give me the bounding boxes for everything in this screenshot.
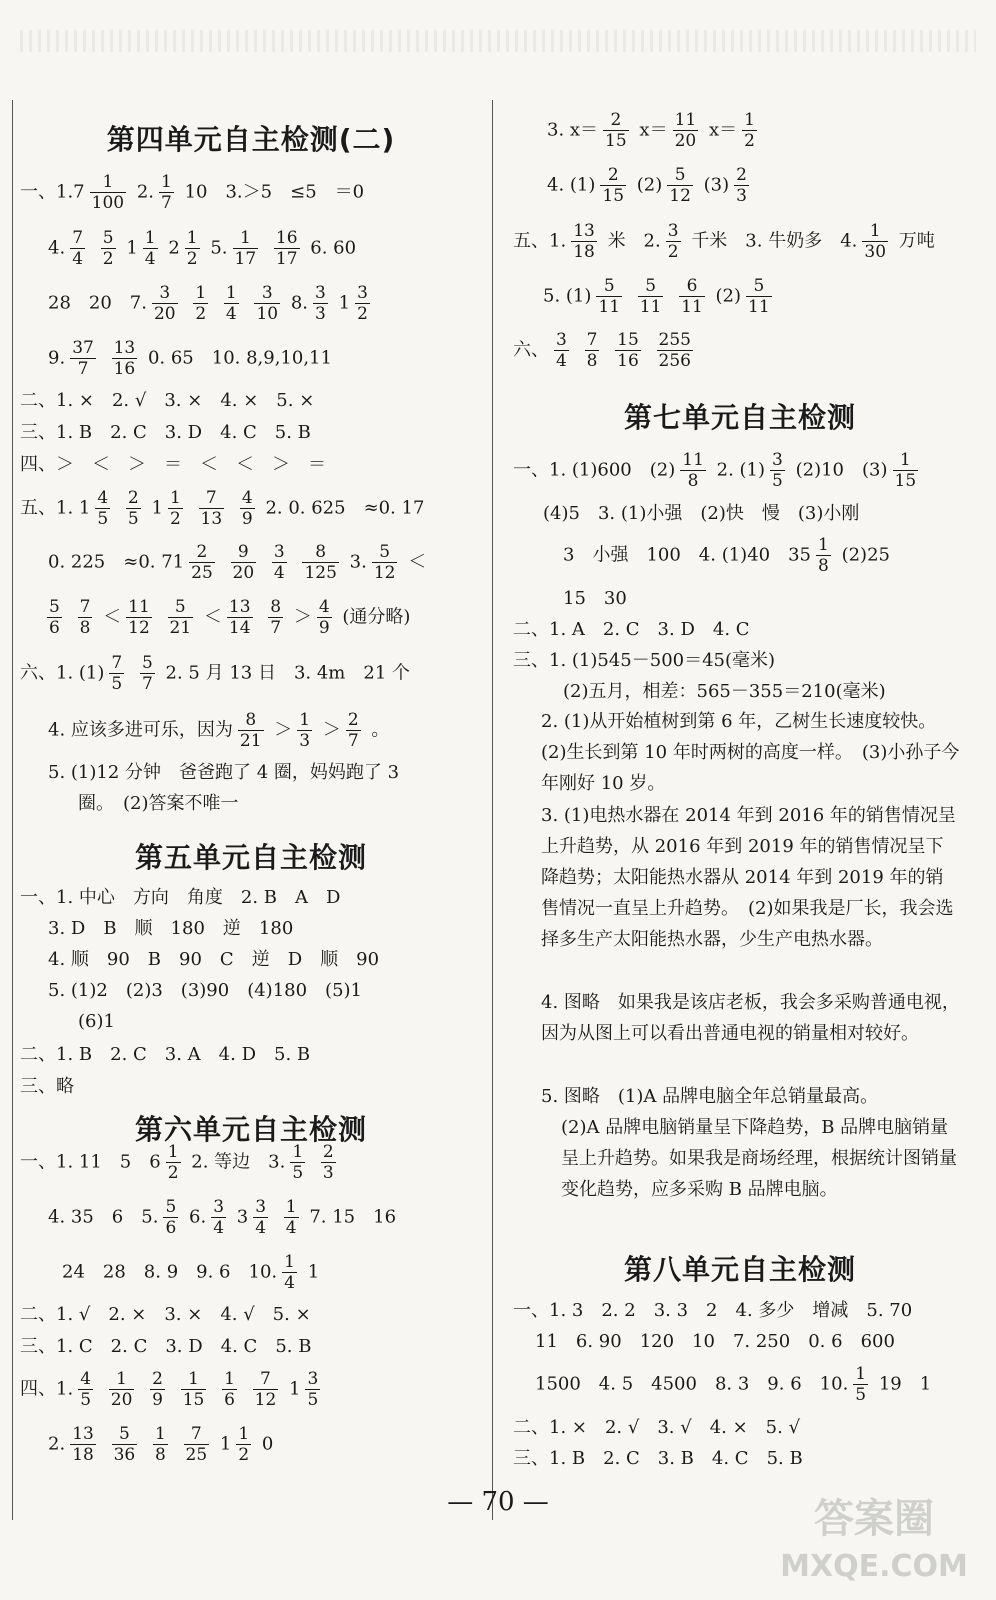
u4-line2: 4. $\frac{7}{4}$ $\frac{5}{2}$ 1 $\frac{1}{4}$ 2 $\frac{1}{2}$ 5. $\frac{1}{17}$ $\frac{16}{17}$ 6. 60 — [48, 228, 357, 269]
u7-line3: 3 小强 100 4. (1)40 35 $\frac{1}{8}$ (2)25 — [563, 535, 890, 576]
u4-line9: 0. 225 ≈0. 71 $\frac{2}{25}$ $\frac{9}{20}$ $\frac{3}{4}$ $\frac{8}{125}$ 3. $\frac{5}{12}$ ＜ — [48, 542, 427, 583]
u4-line5: 二、1. × 2. √ 3. × 4. × 5. × — [20, 390, 315, 411]
u8-line3: 1500 4. 5 4500 8. 3 9. 6 10. $\frac{1}{5}$ 19 1 — [535, 1364, 932, 1405]
u7-para2: 2. (1)从开始植树到第 6 年，乙树生长速度较快。(2)生长到第 10 年时两树的高度一样。 (3)小孙子今年刚好 10 岁。 — [541, 711, 960, 794]
u5-line1: 一、1. 中心 方向 角度 2. B A D — [20, 887, 341, 908]
u7-para3: 3. (1)电热水器在 2014 年到 2016 年的销售情况呈上升趋势，从 2016 年到 2019 年的销售情况呈下降趋势；太阳能热水器从 2014 年到 2019 年的销售情况一直呈上升趋势。 (2)如果我是厂长，我会选择多生产太阳能热水器，少生产电热水器。 — [541, 805, 956, 950]
scan-noise — [20, 30, 976, 52]
unit5-title: 第五单元自主检测 — [134, 841, 367, 874]
u7-line7: (2)五月，相差：565－355＝210(毫米) — [563, 681, 886, 702]
u4-line6: 三、1. B 2. C 3. D 4. C 5. B — [20, 422, 311, 443]
u8-line5: 三、1. B 2. C 3. B 4. C 5. B — [513, 1448, 803, 1469]
u7-para5b: (2)A 品牌电脑销量呈下降趋势，B 品牌电脑销量呈上升趋势。如果我是商场经理，根据统计图销量变化趋势，应多采购 B 品牌电脑。 — [561, 1117, 957, 1200]
page-number: — 70 — — [447, 1487, 549, 1517]
u7-line2: (4)5 3. (1)小强 (2)快 慢 (3)小刚 — [543, 503, 860, 524]
r-line4: 5. (1) $\frac{5}{11}$ $\frac{5}{11}$ $\frac{6}{11}$ (2) $\frac{5}{11}$ — [543, 276, 770, 317]
u6-line7: 2. $\frac{13}{18}$ $\frac{5}{36}$ $\frac{1}{8}$ $\frac{7}{25}$ 1 $\frac{1}{2}$ 0 — [48, 1424, 274, 1465]
unit7-title: 第七单元自主检测 — [623, 401, 856, 434]
u4-line3: 28 20 7. $\frac{3}{20}$ $\frac{1}{2}$ $\frac{1}{4}$ $\frac{3}{10}$ 8. $\frac{3}{3}$ 1 $\frac{3}{2}$ — [48, 283, 368, 324]
r-line5: 六、 $\frac{3}{4}$ $\frac{7}{8}$ $\frac{15}{16}$ $\frac{255}{256}$ — [513, 330, 691, 371]
u4-line10: $\frac{5}{6}$ $\frac{7}{8}$ ＜ $\frac{11}{12}$ $\frac{5}{21}$ ＜ $\frac{13}{14}$ $\frac{8}{7}$ ＞ $\frac{4}{9}$ (通分略) — [49, 597, 411, 638]
u8-line2: 11 6. 90 120 10 7. 250 0. 6 600 — [535, 1331, 895, 1352]
r-line2: 4. (1) $\frac{2}{15}$ (2) $\frac{5}{12}$ (3) $\frac{2}{3}$ — [547, 165, 747, 206]
r-line3: 五、1. $\frac{13}{18}$ 米 2. $\frac{3}{2}$ 千米 3. 牛奶多 4. $\frac{1}{30}$ 万吨 — [513, 221, 935, 262]
u5-line6: 二、1. B 2. C 3. A 4. D 5. B — [20, 1044, 311, 1065]
unit6-title: 第六单元自主检测 — [134, 1113, 367, 1146]
left-margin-rule — [12, 100, 13, 1520]
u6-line5: 三、1. C 2. C 3. D 4. C 5. B — [20, 1336, 312, 1357]
unit4-title: 第四单元自主检测(二) — [106, 123, 396, 156]
u5-line7: 三、略 — [20, 1076, 74, 1097]
svg-text:答案圈: 答案圈 — [814, 1496, 934, 1542]
r-line1: 3. x＝ $\frac{2}{15}$ x＝ $\frac{11}{20}$ x＝ $\frac{1}{2}$ — [547, 110, 755, 151]
u4-line1: 一、1.7 $\frac{1}{100}$ 2. $\frac{1}{7}$ 10 3.＞5 ≤5 ＝0 — [20, 172, 365, 213]
u5-line3: 4. 顺 90 B 90 C 逆 D 顺 90 — [48, 949, 380, 970]
u7-line4: 15 30 — [563, 588, 627, 609]
u6-line2: 4. 35 6 5. $\frac{5}{6}$ 6. $\frac{3}{4}$ 3 $\frac{3}{4}$ $\frac{1}{4}$ 7. 15 16 — [48, 1197, 397, 1238]
u6-line3: 24 28 8. 9 9. 6 10. $\frac{1}{4}$ 1 — [62, 1252, 320, 1293]
u6-line6: 四、1. $\frac{4}{5}$ $\frac{1}{20}$ $\frac{2}{9}$ $\frac{1}{15}$ $\frac{1}{6}$ $\frac{7}{12}$ 1 $\frac{3}{5}$ — [20, 1369, 319, 1410]
u7-para4: 4. 图略 如果我是该店老板，我会多采购普通电视，因为从图上可以看出普通电视的销量相对较好。 — [541, 992, 960, 1044]
u4-line11: 六、1. (1) $\frac{7}{5}$ $\frac{5}{7}$ 2. 5 月 13 日 3. 4m 21 个 — [20, 653, 410, 694]
u7-line1: 一、1. (1)600 (2) $\frac{11}{8}$ 2. (1) $\frac{3}{5}$ (2)10 (3) $\frac{1}{15}$ — [513, 450, 917, 491]
u4-line14: 圈。 (2)答案不唯一 — [78, 793, 239, 814]
u5-line4: 5. (1)2 (2)3 (3)90 (4)180 (5)1 — [48, 980, 362, 1001]
u8-line4: 二、1. × 2. √ 3. √ 4. × 5. √ — [513, 1417, 801, 1438]
u5-line5: (6)1 — [78, 1011, 115, 1032]
u5-line2: 3. D B 顺 180 逆 180 — [48, 918, 294, 939]
svg-text:MXQE.COM: MXQE.COM — [780, 1549, 968, 1584]
u7-line6: 三、1. (1)545－500＝45(毫米) — [513, 650, 776, 671]
u7-para5a: 5. 图略 (1)A 品牌电脑全年总销量最高。 — [541, 1086, 879, 1107]
u4-line13: 5. (1)12 分钟 爸爸跑了 4 圈，妈妈跑了 3 — [48, 762, 400, 783]
u4-line12: 4. 应该多进可乐，因为 $\frac{8}{21}$ ＞ $\frac{1}{3}$ ＞ $\frac{2}{7}$ 。 — [48, 710, 390, 751]
u8-line1: 一、1. 3 2. 2 3. 3 2 4. 多少 增减 5. 70 — [513, 1300, 913, 1321]
watermark-logo — [774, 1480, 974, 1590]
column-divider — [492, 100, 493, 1520]
u4-line8: 五、1. 1 $\frac{4}{5}$ $\frac{2}{5}$ 1 $\frac{1}{2}$ $\frac{7}{13}$ $\frac{4}{9}$ 2. 0. 625 ≈0. 17 — [20, 488, 425, 529]
u7-line5: 二、1. A 2. C 3. D 4. C — [513, 619, 750, 640]
unit8-title: 第八单元自主检测 — [623, 1253, 856, 1286]
u6-line4: 二、1. √ 2. × 3. × 4. √ 5. × — [20, 1304, 311, 1325]
u6-line1: 一、1. 11 5 6 $\frac{1}{2}$ 2. 等边 3. $\frac{1}{5}$ $\frac{2}{3}$ — [20, 1142, 334, 1183]
u4-line4: 9. $\frac{37}{7}$ $\frac{13}{16}$ 0. 65 10. 8,9,10,11 — [48, 338, 332, 379]
u4-line7: 四、＞ ＜ ＞ ＝ ＜ ＜ ＞ ＝ — [20, 454, 326, 475]
